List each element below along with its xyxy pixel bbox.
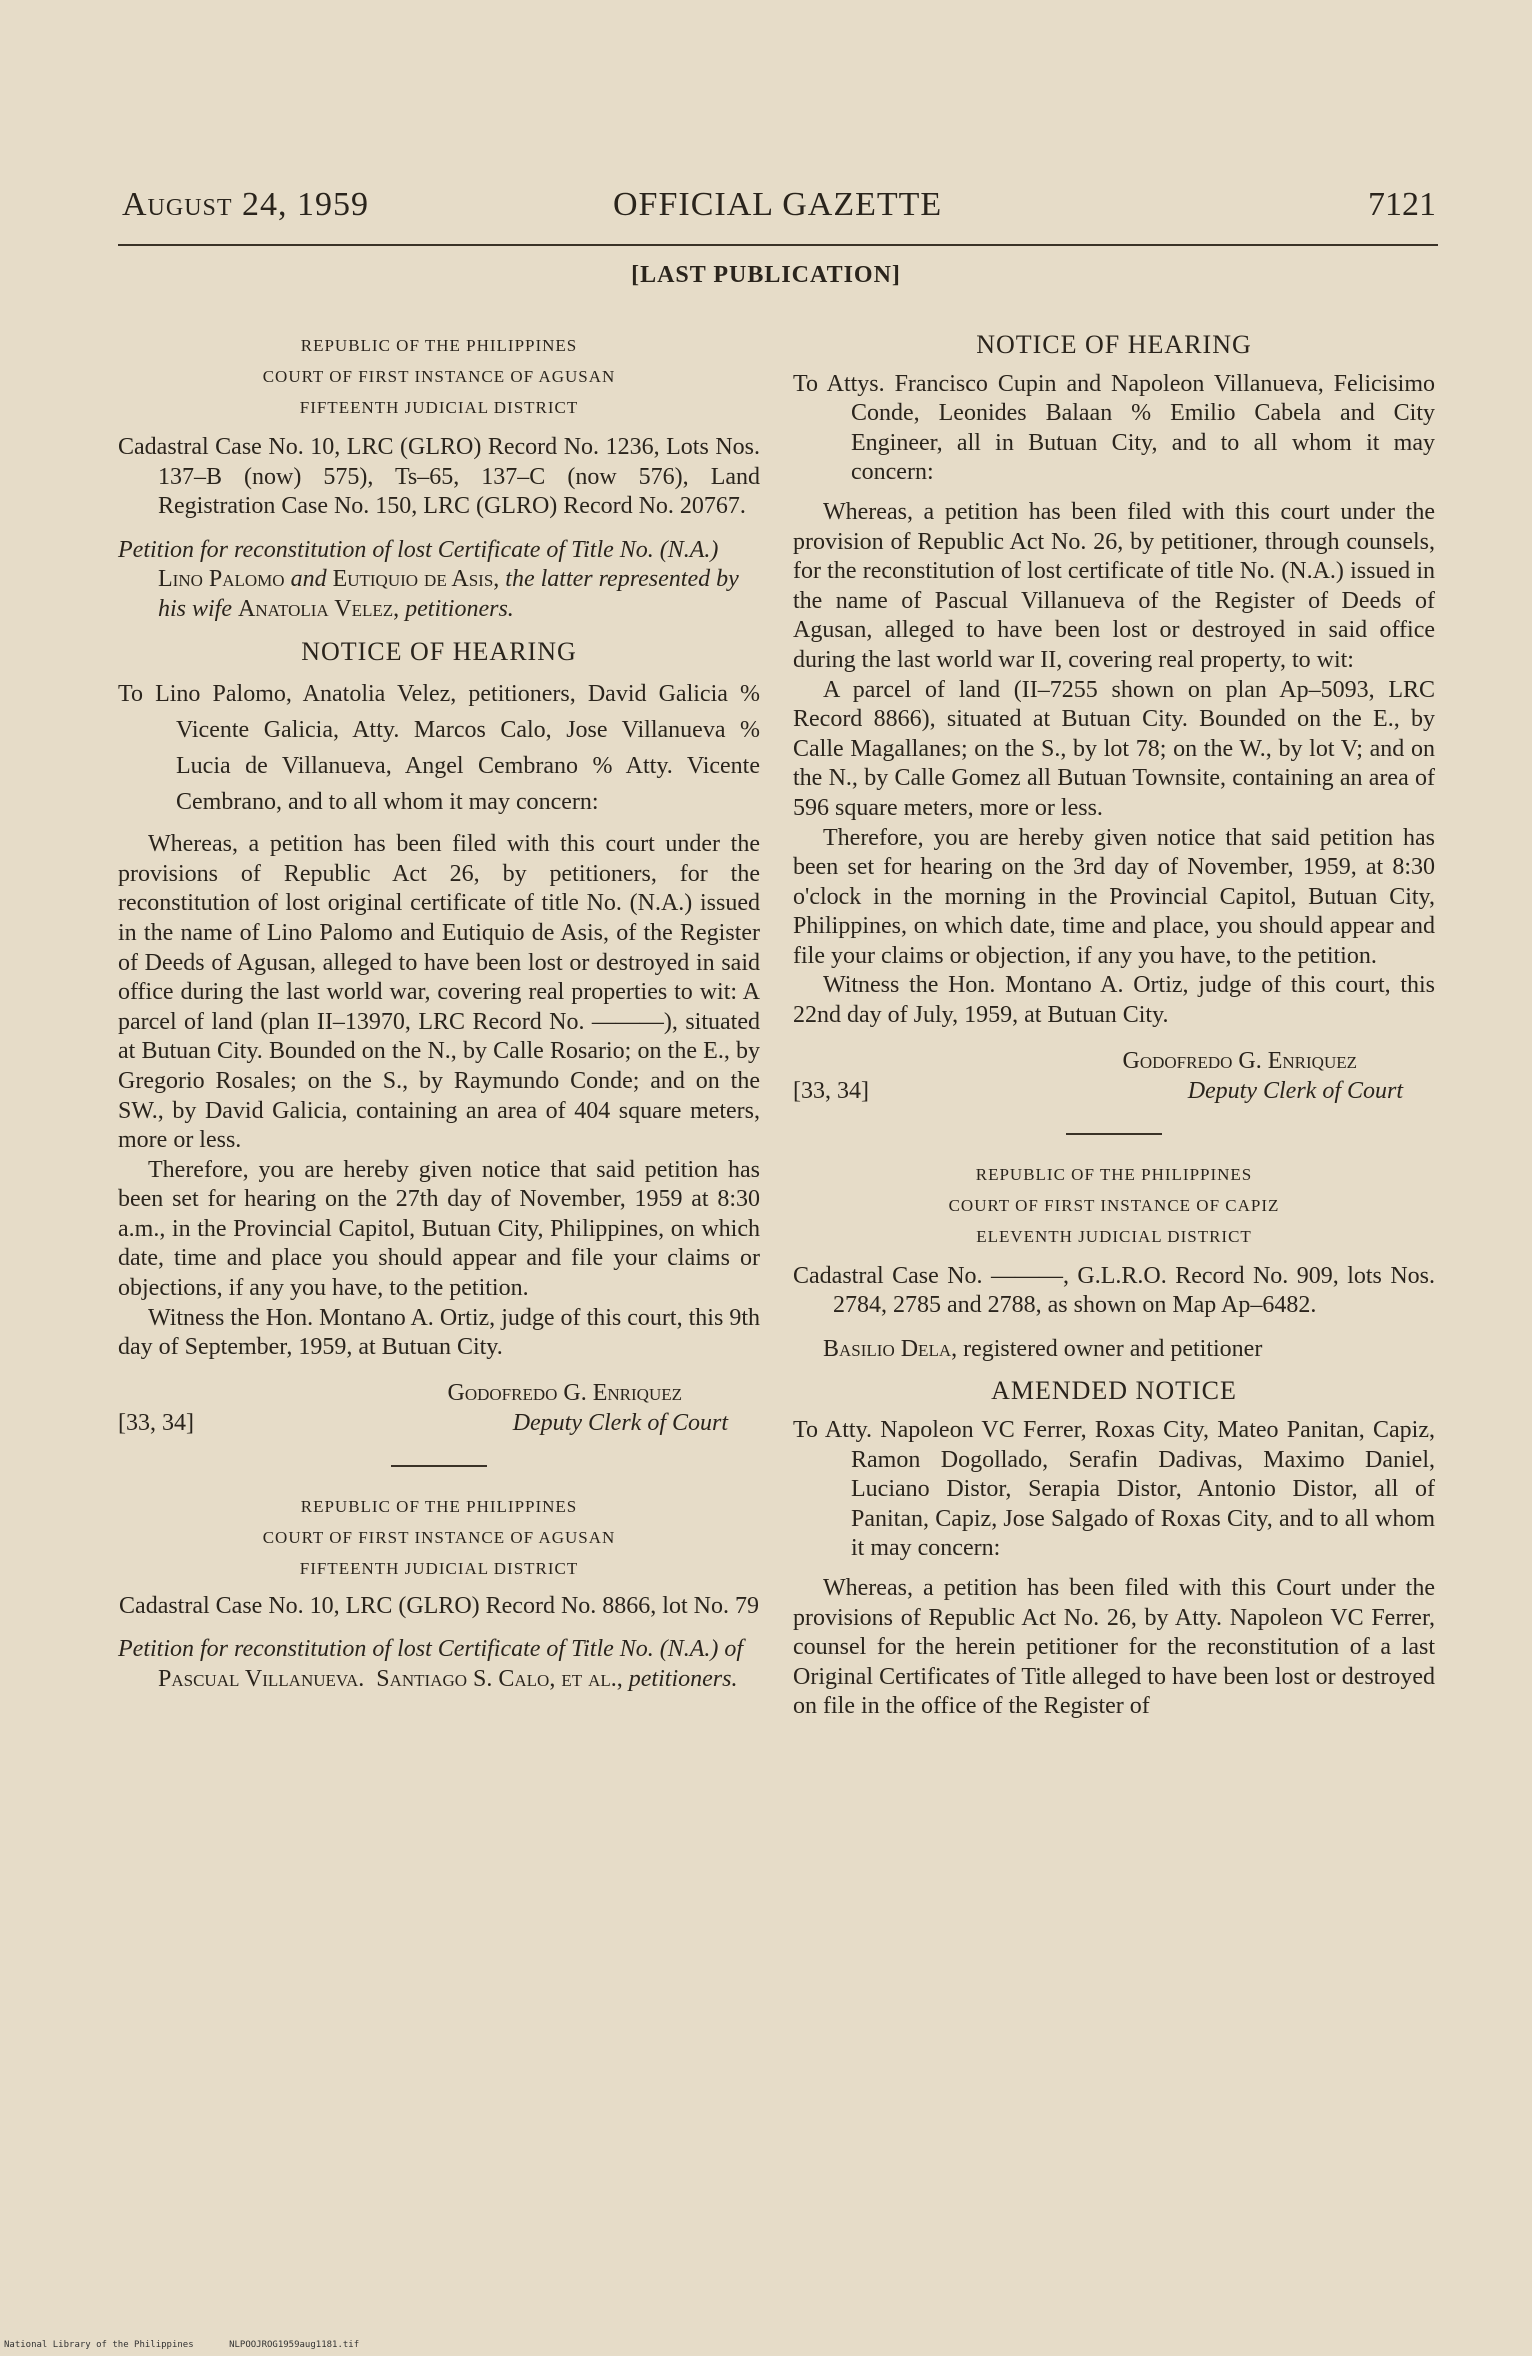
petition-text: petitioners. bbox=[399, 595, 514, 622]
file-name: NLPOOJROG1959aug1181.tif bbox=[229, 2340, 360, 2350]
case-reference: Cadastral Case No. ———, G.L.R.O. Record No. 909, lots Nos. 2784, 2785 and 2788, as shown on Map Ap–6482. bbox=[793, 1262, 1435, 1319]
publication-label: [LAST PUBLICATION] bbox=[631, 262, 901, 288]
right-column bbox=[793, 330, 1435, 1722]
notice1 bbox=[118, 330, 760, 1437]
notice-paragraph: Therefore, you are hereby given notice that said petition has been set for hearing on the 27th day of November, 1959 at 8:30 a.m., in the Provincial Capitol, Butuan City, Philippines, on which date, time and place you should appear and file your claims or objections, if any you have, to the petition. bbox=[118, 1156, 760, 1302]
petitioner-name: Pascual Villanueva. bbox=[158, 1666, 365, 1693]
notice-title: NOTICE OF HEARING bbox=[301, 636, 577, 666]
header-page-number: 7121 bbox=[1368, 186, 1436, 223]
signature-block bbox=[793, 1043, 1435, 1105]
notice-paragraph: Whereas, a petition has been filed with this court under the provision of Republic Act No. 26, by petitioner, through counsels, for the reconstitution of lost certificate of title No. (N.A.) issued in the name of Pascual Villanueva of the Register of Deeds of Agusan, alleged to have been lost or destroyed in said office during the last world war II, covering real property, to wit: bbox=[793, 498, 1435, 673]
court-line: FIFTEENTH JUDICIAL DISTRICT bbox=[299, 398, 579, 417]
addressees: To Atty. Napoleon VC Ferrer, Roxas City, Mateo Panitan, Capiz, Ramon Dogollado, Serafin Dadivas, Maximo Daniel, Luciano Distor, Serapia Distor, Antonio Distor, all of Panitan, Capiz, Jose Salgado of Roxas City, and to all whom it may concern: bbox=[793, 1417, 1435, 1562]
court-line: COURT OF FIRST INSTANCE OF CAPIZ bbox=[948, 1195, 1280, 1215]
court-line: REPUBLIC OF THE PHILIPPINES bbox=[975, 1164, 1253, 1184]
court-heading bbox=[793, 1159, 1435, 1252]
petitioner-name: Eutiquio de Asis, bbox=[332, 566, 500, 593]
notice-paragraph: A parcel of land (II–7255 shown on plan Ap–5093, LRC Record 8866), situated at Butuan City. Bounded on the E., by Calle Magallanes; on the S., by lot 78; on the W., by lot V; and on the N., by Calle Gomez all Butuan Townsite, containing an area of 596 square meters, more or less. bbox=[793, 676, 1435, 821]
scan-footer bbox=[4, 2340, 389, 2350]
petition-text: Petition for reconstitution of lost Certificate of Title No. (N.A.) of bbox=[118, 1636, 744, 1663]
petitioner-line bbox=[823, 1335, 1435, 1365]
issue-numbers: [33, 34] bbox=[793, 1077, 869, 1104]
section-divider bbox=[391, 1465, 487, 1467]
notice-paragraph: Therefore, you are hereby given notice that said petition has been set for hearing on the 3rd day of November, 1959, at 8:30 o'clock in the morning in the Provincial Capitol, Butuan City, Philippines, on which date, time and place, you should appear and file your claims or objection, if any you have, to the petition. bbox=[793, 824, 1435, 969]
signature-block bbox=[118, 1375, 760, 1437]
header-date: August 24, 1959 bbox=[122, 186, 370, 223]
case-reference: Cadastral Case No. 10, LRC (GLRO) Record No. 1236, Lots Nos. 137–B (now) 575), Ts–65, 137–C (now 576), Land Registration Case No. 150, LRC (GLRO) Record No. 20767. bbox=[118, 434, 760, 520]
court-line: COURT OF FIRST INSTANCE OF AGUSAN bbox=[262, 1527, 616, 1547]
signatory-name: Godofredo G. Enriquez bbox=[1122, 1047, 1357, 1074]
petition-caption bbox=[118, 1635, 760, 1694]
petitioner-name: Lino Palomo bbox=[158, 566, 285, 593]
notice2-body bbox=[793, 330, 1435, 1105]
notice-paragraph: Whereas, a petition has been filed with this court under the provisions of Republic Act 26, by petitioners, for the reconstitution of lost original certificate of title No. (N.A.) issued in the name of Lino Palomo and Eutiquio de Asis, of the Register of Deeds of Agusan, alleged to have been lost or destroyed in said office during the last world war, covering real properties to wit: A parcel of land (plan II–13970, LRC Record No. ———), situated at Butuan City. Bounded on the N., by Calle Rosario; on the E., by Gregorio Rosales; on the S., by Raymundo Conde; and on the SW., by David Galicia, containing an area of 404 square meters, more or less. bbox=[118, 831, 760, 1154]
court-heading bbox=[118, 330, 760, 423]
court-line: ELEVENTH JUDICIAL DISTRICT bbox=[976, 1226, 1252, 1246]
section-divider bbox=[1066, 1133, 1162, 1135]
court-line: REPUBLIC OF THE PHILIPPINES bbox=[300, 336, 578, 355]
petition-text: Petition for reconstitution of lost Certificate of Title No. (N.A.) bbox=[118, 536, 719, 563]
petition-text: the latter represented by his wife bbox=[158, 566, 739, 622]
page-header bbox=[118, 180, 1438, 230]
issue-numbers: [33, 34] bbox=[118, 1409, 194, 1436]
petitioner-name: Basilio Dela, bbox=[823, 1335, 958, 1362]
notice-paragraph: Witness the Hon. Montano A. Ortiz, judge of this court, this 22nd day of July, 1959, at Butuan City. bbox=[793, 972, 1435, 1029]
notice2-heading bbox=[118, 1491, 760, 1695]
addressees: To Attys. Francisco Cupin and Napoleon Villanueva, Felicisimo Conde, Leonides Balaan % Emilio Cabela and City Engineer, all in Butuan City, and to all whom it may concern: bbox=[793, 370, 1435, 486]
court-line: FIFTEENTH JUDICIAL DISTRICT bbox=[299, 1558, 579, 1578]
court-heading bbox=[118, 1491, 760, 1584]
petitioner-role: registered owner and petitioner bbox=[957, 1335, 1263, 1362]
notice-paragraph: Whereas, a petition has been filed with this Court under the provisions of Republic Act No. 26, by Atty. Napoleon VC Ferrer, counsel for the herein petitioner for the reconstitution of a last Original Certificates of Title alleged to have been lost or destroyed on file in the office of the Register of bbox=[793, 1575, 1435, 1720]
header-title: OFFICIAL GAZETTE bbox=[613, 186, 943, 223]
court-line: COURT OF FIRST INSTANCE OF AGUSAN bbox=[262, 367, 616, 386]
petition-text: petitioners. bbox=[622, 1666, 738, 1693]
case-reference: Cadastral Case No. 10, LRC (GLRO) Record No. 8866, lot No. 79 bbox=[119, 1592, 759, 1619]
signatory-title: Deputy Clerk of Court bbox=[512, 1409, 728, 1436]
signatory-title: Deputy Clerk of Court bbox=[1187, 1077, 1403, 1104]
signatory-name: Godofredo G. Enriquez bbox=[447, 1379, 682, 1406]
notice-title: NOTICE OF HEARING bbox=[976, 330, 1252, 359]
left-column bbox=[118, 330, 760, 1705]
library-credit: National Library of the Philippines bbox=[4, 2340, 194, 2350]
court-line: REPUBLIC OF THE PHILIPPINES bbox=[300, 1496, 578, 1516]
petitioner-name: Anatolia Velez, bbox=[238, 595, 400, 622]
petitioner-name: Santiago S. Calo, et al., bbox=[376, 1666, 623, 1693]
header-rule bbox=[118, 244, 1438, 246]
notice3 bbox=[793, 1159, 1435, 1722]
addressees: To Lino Palomo, Anatolia Velez, petitioners, David Galicia % Vicente Galicia, Atty. Marcos Calo, Jose Villanueva % Lucia de Villanueva, Angel Cembrano % Atty. Vicente Cembrano, and to all whom it may concern: bbox=[118, 681, 760, 816]
petition-text: and bbox=[284, 566, 333, 593]
petition-caption bbox=[118, 536, 760, 625]
notice-paragraph: Witness the Hon. Montano A. Ortiz, judge of this court, this 9th day of September, 1959, at Butuan City. bbox=[118, 1304, 760, 1361]
notice-title: AMENDED NOTICE bbox=[991, 1376, 1237, 1406]
